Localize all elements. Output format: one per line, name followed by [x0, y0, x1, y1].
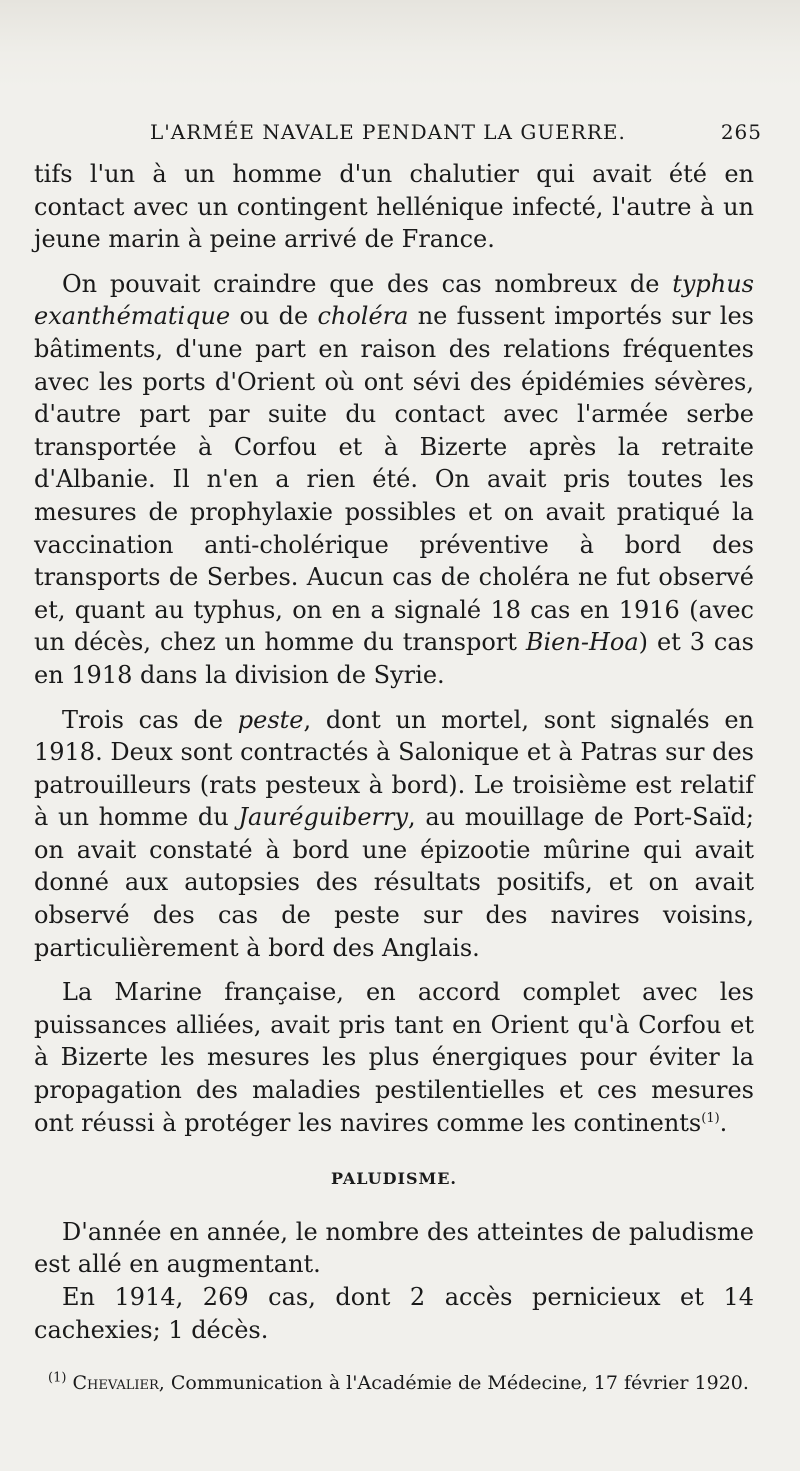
footnote-reference: (1) [701, 1110, 720, 1126]
paragraph-2 [34, 268, 754, 692]
p3-text-e: , au mouillage de Port-Saïd; on avait constaté à bord une épizootie mûrine qui avait donné aux autopsies des résultats positifs, et on avait observé des cas de peste sur des navires voisins, particulièrement à bord des Anglais. [34, 803, 754, 962]
p3-text-c: , dont un mortel, sont signalés en 1918. Deux sont contractés à Salonique et à Patras sur des patrouilleurs (rats pesteux à bord). Le troisième est relatif à un homme du [34, 705, 754, 832]
p3-text-a: Trois cas de [62, 705, 238, 734]
p4-end: . [719, 1108, 728, 1137]
paragraph-5: D'année en année, le nombre des atteintes de paludisme est allé en augmentant. [34, 1217, 754, 1279]
running-header [150, 116, 762, 150]
page-number: 265 [720, 120, 762, 144]
footnote [48, 1370, 768, 1396]
paragraph-4 [34, 976, 754, 1139]
p2-text-a: On pouvait craindre que des cas nombreux de [62, 269, 673, 298]
footnote-marker: (1) [48, 1370, 67, 1386]
p2-text-g: ) et 3 cas en 1918 dans la division de Syrie. [34, 628, 754, 689]
p4-text: La Marine française, en accord complet avec les puissances alliées, avait pris tant en Orient qu'à Corfou et à Bizerte les mesures les plus énergiques pour éviter la propagation des maladies pestilentielles et ces mesures ont réussi à protéger les navires comme les continents [34, 978, 754, 1137]
p3-italic-peste: peste [237, 705, 304, 734]
main-text [34, 158, 754, 1346]
p2-text-e: ne fussent importés sur les bâtiments, d'une part en raison des relations fréquentes avec les ports d'Orient où ont sévi des épidémies sévères, d'autre part par suite du contact avec l'armée serbe transportée à Corfou et à Bizerte après la retraite d'Albanie. Il n'en a rien été. On avait pris toutes les mesures de prophylaxie possibles et on avait pratiqué la vaccination anti-cholérique préventive à bord des transports de Serbes. Aucun cas de choléra ne fut observé et, quant au typhus, on en a signalé 18 cas en 1916 (avec un décès, chez un homme du transport [34, 302, 754, 657]
p2-italic-cholera: choléra [317, 302, 409, 331]
paragraph-3 [34, 704, 754, 965]
paragraph-1: tifs l'un à un homme d'un chalutier qui avait été en contact avec un contingent hellénique infecté, l'autre à un jeune marin à peine arrivé de France. [34, 160, 754, 254]
p3-italic-ship: Jauréguiberry [238, 803, 409, 832]
footnote-text: , Communication à l'Académie de Médecine, 17 février 1920. [158, 1372, 749, 1394]
running-title: L'ARMÉE NAVALE PENDANT LA GUERRE. [150, 120, 626, 144]
p2-italic-bien-hoa: Bien-Hoa [525, 628, 639, 657]
scan-top-edge [0, 0, 800, 90]
section-heading: PALUDISME. [331, 1169, 457, 1189]
p2-text-c: ou de [230, 302, 318, 331]
p2-italic-typhus: typhus exanthématique [34, 269, 754, 331]
paragraph-6: En 1914, 269 cas, dont 2 accès pernicieux et 14 cachexies; 1 décès. [34, 1283, 754, 1344]
footnote-author: Chevalier [72, 1372, 159, 1394]
